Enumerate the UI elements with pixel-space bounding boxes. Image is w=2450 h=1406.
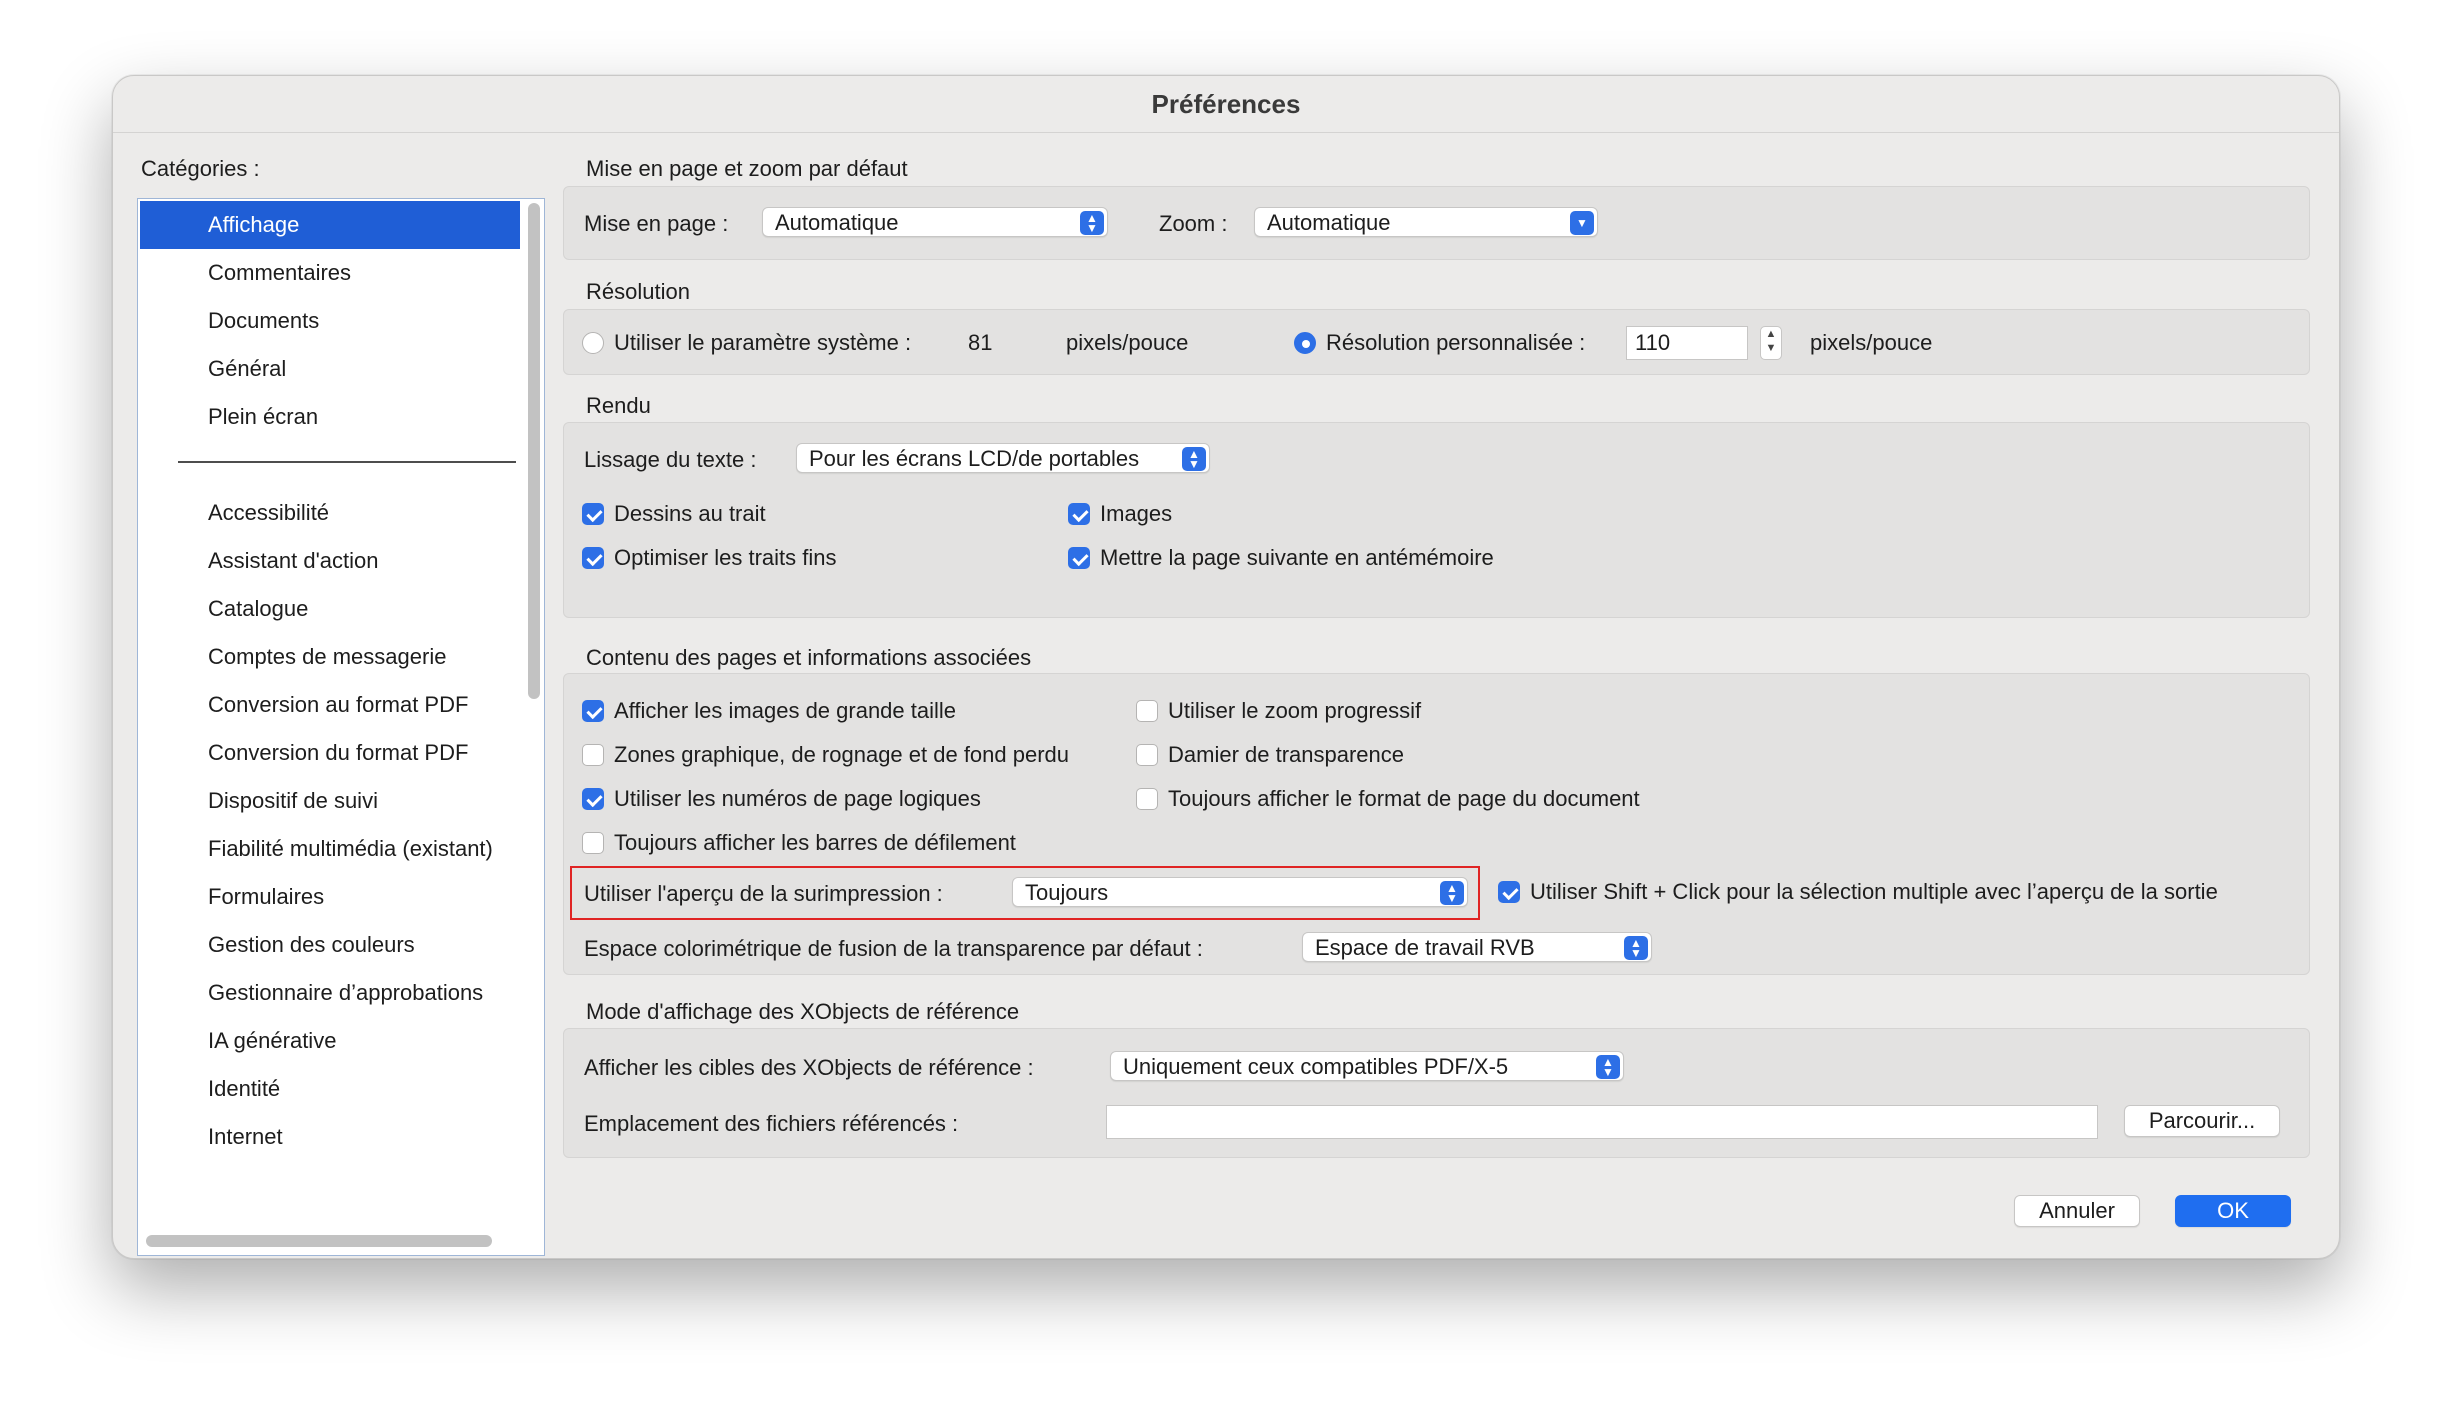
overprint-popup[interactable] <box>1012 877 1468 907</box>
line-art-label: Dessins au trait <box>614 501 766 526</box>
categories-label: Catégories : <box>141 156 260 181</box>
images-label: Images <box>1100 501 1173 526</box>
system-resolution-radio[interactable] <box>582 332 604 354</box>
layout-zoom-group <box>563 186 2310 260</box>
category-catalogue[interactable]: Catalogue <box>208 596 309 621</box>
page-layout-label: Mise en page : <box>584 211 729 236</box>
xobjects-title: Mode d'affichage des XObjects de référence <box>586 999 1020 1024</box>
overprint-label: Utiliser l'aperçu de la surimpression : <box>584 881 943 906</box>
resolution-group <box>563 309 2310 375</box>
xobject-targets-popup[interactable] <box>1110 1051 1624 1081</box>
art-trim-bleed-checkbox[interactable] <box>582 744 604 766</box>
show-page-size-label: Toujours afficher le format de page du document <box>1168 786 1640 811</box>
rendering-group <box>563 422 2310 618</box>
resolution-title: Résolution <box>586 279 690 304</box>
logical-page-numbers-checkbox[interactable] <box>582 788 604 810</box>
category-formulaires[interactable]: Formulaires <box>208 884 325 909</box>
blend-space-label: Espace colorimétrique de fusion de la transparence par défaut : <box>584 936 1203 961</box>
zoom-value: Automatique <box>1267 210 1391 235</box>
category-assistant-action[interactable]: Assistant d'action <box>208 548 379 573</box>
page-content-title: Contenu des pages et informations associées <box>586 645 1032 670</box>
shift-click-label: Utiliser Shift + Click pour la sélection multiple avec l’aperçu de la sortie <box>1530 879 2218 904</box>
category-separator <box>178 461 516 463</box>
blend-space-popup[interactable] <box>1302 932 1652 962</box>
page-layout-popup[interactable] <box>762 207 1108 237</box>
xobject-targets-value: Uniquement ceux compatibles PDF/X-5 <box>1123 1054 1509 1079</box>
custom-resolution-unit: pixels/pouce <box>1810 330 1933 355</box>
custom-resolution-input[interactable]: 110 <box>1626 326 1748 360</box>
text-smoothing-label: Lissage du texte : <box>584 447 757 472</box>
file-location-label: Emplacement des fichiers référencés : <box>584 1111 959 1136</box>
category-gestionnaire-approbations[interactable]: Gestionnaire d’approbations <box>208 980 484 1005</box>
category-dispositif-suivi[interactable]: Dispositif de suivi <box>208 788 378 813</box>
smooth-zoom-checkbox[interactable] <box>1136 700 1158 722</box>
category-fiabilite-multimedia[interactable]: Fiabilité multimédia (existant) <box>208 836 493 861</box>
categories-list[interactable] <box>137 198 545 1256</box>
category-general[interactable]: Général <box>208 356 287 381</box>
shift-click-checkbox[interactable] <box>1498 881 1520 903</box>
show-scrollbars-checkbox[interactable] <box>582 832 604 854</box>
system-resolution-unit: pixels/pouce <box>1066 330 1189 355</box>
category-gestion-couleurs[interactable]: Gestion des couleurs <box>208 932 415 957</box>
browse-button[interactable]: Parcourir... <box>2124 1105 2280 1137</box>
category-affichage[interactable]: Affichage <box>140 201 520 249</box>
custom-resolution-label: Résolution personnalisée : <box>1326 330 1586 355</box>
blend-space-value: Espace de travail RVB <box>1315 935 1535 960</box>
cancel-button[interactable]: Annuler <box>2014 1195 2140 1227</box>
window-title: Préférences <box>113 76 2339 133</box>
overprint-value: Toujours <box>1025 880 1109 905</box>
art-trim-bleed-label: Zones graphique, de rognage et de fond perdu <box>614 742 1070 767</box>
preferences-window <box>112 75 2340 1259</box>
chevron-down-icon: ▼ <box>1570 211 1594 235</box>
cache-next-page-checkbox[interactable] <box>1068 547 1090 569</box>
custom-resolution-radio[interactable] <box>1294 332 1316 354</box>
chevron-up-down-icon: ▲ ▼ <box>1624 936 1648 960</box>
chevron-up-down-icon: ▲ ▼ <box>1182 447 1206 471</box>
show-scrollbars-label: Toujours afficher les barres de défilement <box>614 830 1016 855</box>
xobject-targets-label: Afficher les cibles des XObjects de référence : <box>584 1055 1034 1080</box>
category-identite[interactable]: Identité <box>208 1076 281 1101</box>
ok-button[interactable]: OK <box>2175 1195 2291 1227</box>
category-accessibilite[interactable]: Accessibilité <box>208 500 330 525</box>
category-ia-generative[interactable]: IA générative <box>208 1028 337 1053</box>
thin-lines-label: Optimiser les traits fins <box>614 545 837 570</box>
images-checkbox[interactable] <box>1068 503 1090 525</box>
category-plein-ecran[interactable]: Plein écran <box>208 404 319 429</box>
resolution-stepper[interactable]: ▲ ▼ <box>1760 326 1782 360</box>
zoom-popup[interactable] <box>1254 207 1598 237</box>
categories-horizontal-scrollbar[interactable] <box>146 1235 492 1247</box>
line-art-checkbox[interactable] <box>582 503 604 525</box>
category-conversion-au-format-pdf[interactable]: Conversion au format PDF <box>208 692 469 717</box>
zoom-label: Zoom : <box>1159 211 1228 236</box>
category-internet[interactable]: Internet <box>208 1124 283 1149</box>
chevron-up-down-icon: ▲ ▼ <box>1440 881 1464 905</box>
system-resolution-value: 81 <box>968 330 993 355</box>
xobjects-group <box>563 1028 2310 1158</box>
system-resolution-label: Utiliser le paramètre système : <box>614 330 912 355</box>
category-commentaires[interactable]: Commentaires <box>208 260 352 285</box>
text-smoothing-value: Pour les écrans LCD/de portables <box>809 446 1140 471</box>
large-images-checkbox[interactable] <box>582 700 604 722</box>
categories-vertical-scrollbar[interactable] <box>528 203 540 699</box>
page-content-group <box>563 673 2310 975</box>
category-documents[interactable]: Documents <box>208 308 320 333</box>
cache-next-page-label: Mettre la page suivante en antémémoire <box>1100 545 1494 570</box>
category-comptes-messagerie[interactable]: Comptes de messagerie <box>208 644 447 669</box>
logical-page-numbers-label: Utiliser les numéros de page logiques <box>614 786 981 811</box>
chevron-up-down-icon: ▲ ▼ <box>1596 1055 1620 1079</box>
large-images-label: Afficher les images de grande taille <box>614 698 957 723</box>
file-location-input[interactable] <box>1106 1105 2098 1139</box>
transparency-grid-checkbox[interactable] <box>1136 744 1158 766</box>
rendering-title: Rendu <box>586 393 651 418</box>
layout-zoom-title: Mise en page et zoom par défaut <box>586 156 908 181</box>
category-conversion-du-format-pdf[interactable]: Conversion du format PDF <box>208 740 469 765</box>
show-page-size-checkbox[interactable] <box>1136 788 1158 810</box>
thin-lines-checkbox[interactable] <box>582 547 604 569</box>
transparency-grid-label: Damier de transparence <box>1168 742 1405 767</box>
text-smoothing-popup[interactable] <box>796 443 1210 473</box>
smooth-zoom-label: Utiliser le zoom progressif <box>1168 698 1422 723</box>
page-layout-value: Automatique <box>775 210 899 235</box>
chevron-up-down-icon: ▲ ▼ <box>1080 211 1104 235</box>
